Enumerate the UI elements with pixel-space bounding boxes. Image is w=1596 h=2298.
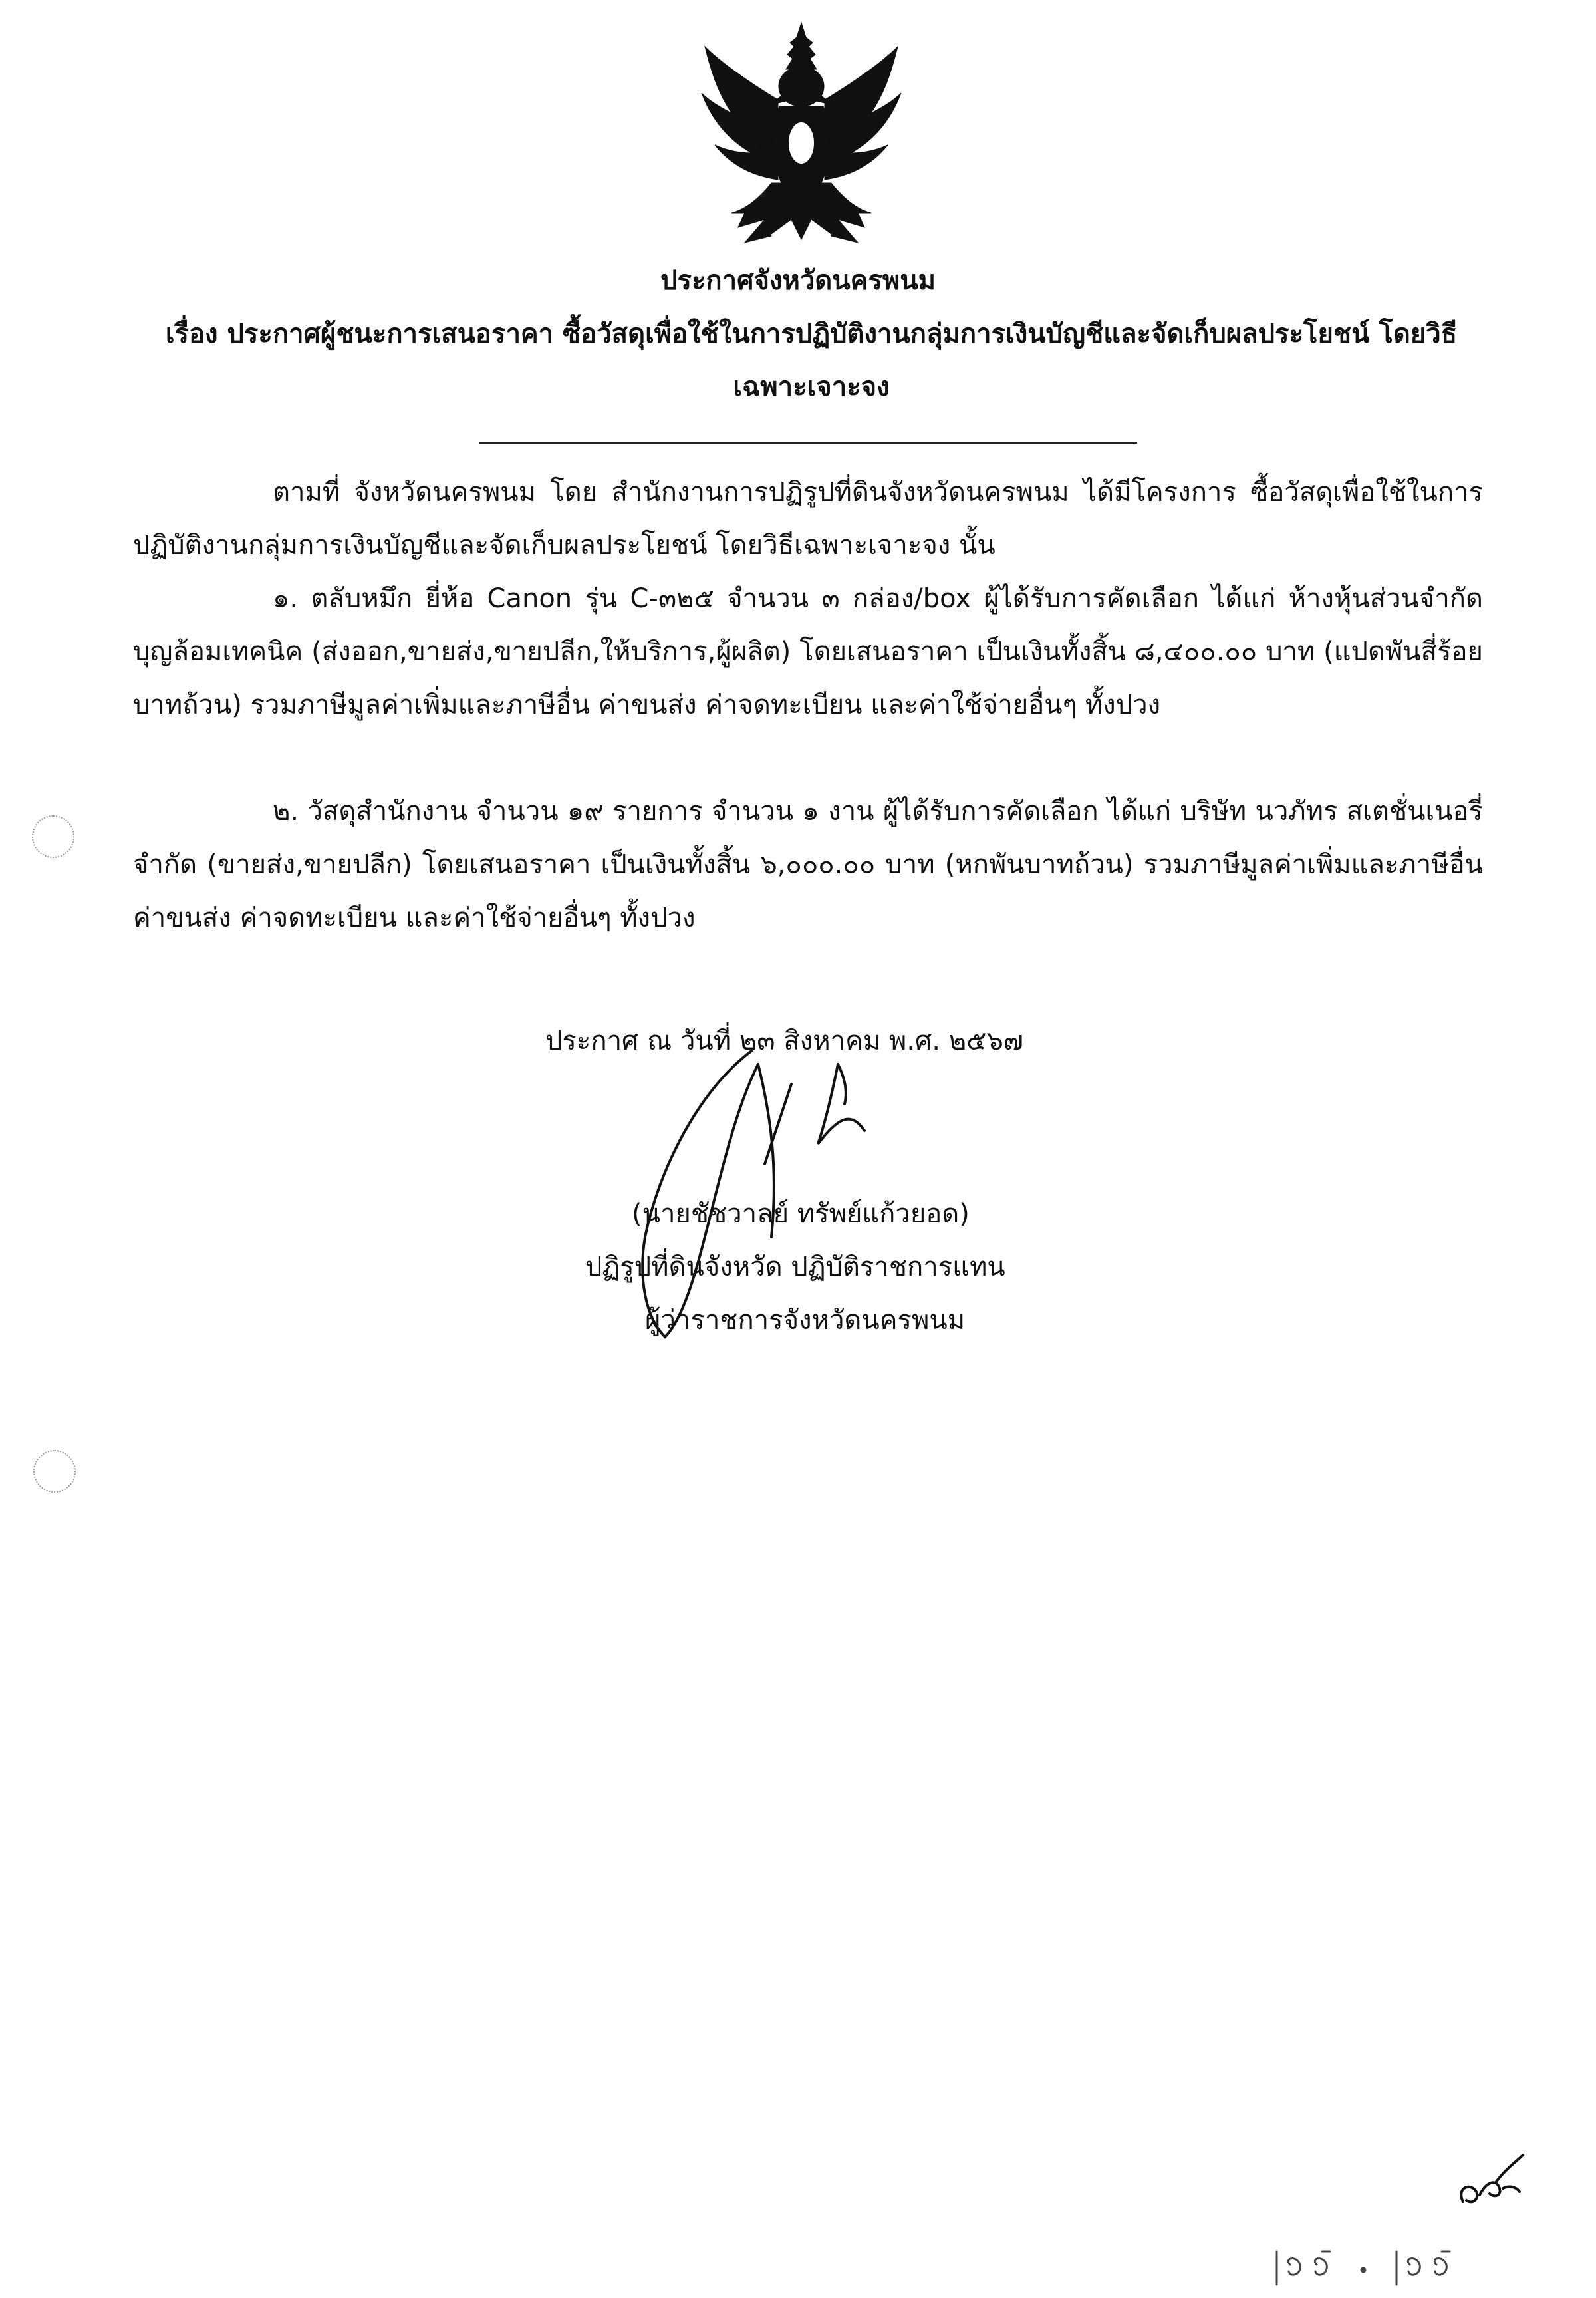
- paragraph-item-2: [133, 785, 1483, 944]
- document-subject: เรื่อง ประกาศผู้ชนะการเสนอราคา ซื้อวัสดุเพื่อใช้ในการปฏิบัติงานกลุ่มการเงินบัญชีและจัดเก็บผลประโยชน์ โดยวิธีเฉพาะเจาะจง: [165, 319, 1458, 402]
- paragraph-item-1-text: ๑. ตลับหมึก ยี่ห้อ Canon รุ่น C-๓๒๕ จำนวน ๓ กล่อง/box ผู้ได้รับการคัดเลือก ได้แก่ ห้างหุ้นส่วนจำกัด บุญล้อมเทคนิค (ส่งออก,ขายส่ง,ขายปลีก,ให้บริการ,ผู้ผลิต) โดยเสนอราคา เป็นเงินทั้งสิ้น ๘,๔๐๐.๐๐ บาท (แปดพันสี่ร้อยบาทถ้วน) รวมภาษีมูลค่าเพิ่มและภาษีอื่น ค่าขนส่ง ค่าจดทะเบียน และค่าใช้จ่ายอื่นๆ ทั้งปวง: [133, 583, 1483, 720]
- signatory-position-1: ปฏิรูปที่ดินจังหวัด ปฏิบัติราชการแทน: [585, 1252, 1005, 1282]
- paragraph-intro-text: ตามที่ จังหวัดนครพนม โดย สำนักงานการปฏิรูปที่ดินจังหวัดนครพนม ได้มีโครงการ ซื้อวัสดุเพื่อใช้ในการปฏิบัติงานกลุ่มการเงินบัญชีและจัดเก็บผลประโยชน์ โดยวิธีเฉพาะเจาะจง นั้น: [133, 477, 1483, 561]
- handwritten-page-reference: [1264, 2238, 1490, 2291]
- signatory-position-2: ผู้ว่าราชการจังหวัดนครพนม: [645, 1305, 966, 1336]
- paragraph-item-1: [133, 572, 1483, 732]
- punch-hole-mark: [32, 815, 74, 858]
- paragraph-intro: [133, 466, 1483, 572]
- punch-hole-mark: [33, 1450, 76, 1493]
- signatory-name: (นายชัชวาลย์ ทรัพย์แก้วยอด): [632, 1199, 970, 1229]
- handwritten-initials: [1450, 2148, 1530, 2215]
- divider: [479, 442, 1137, 444]
- announcement-date: ประกาศ ณ วันที่ ๒๓ สิงหาคม พ.ศ. ๒๕๖๗: [545, 1026, 1023, 1056]
- signature-block: [559, 1187, 1091, 1347]
- paragraph-item-2-text: ๒. วัสดุสำนักงาน จำนวน ๑๙ รายการ จำนวน ๑ งาน ผู้ได้รับการคัดเลือก ได้แก่ บริษัท นวภัทร สเตชั่นเนอรี่ จำกัด (ขายส่ง,ขายปลีก) โดยเสนอราคา เป็นเงินทั้งสิ้น ๖,๐๐๐.๐๐ บาท (หกพันบาทถ้วน) รวมภาษีมูลค่าเพิ่มและภาษีอื่น ค่าขนส่ง ค่าจดทะเบียน และค่าใช้จ่ายอื่นๆ ทั้งปวง: [133, 796, 1483, 933]
- document-header: ประกาศจังหวัดนครพนม: [660, 265, 936, 296]
- garuda-emblem-icon: [692, 20, 911, 259]
